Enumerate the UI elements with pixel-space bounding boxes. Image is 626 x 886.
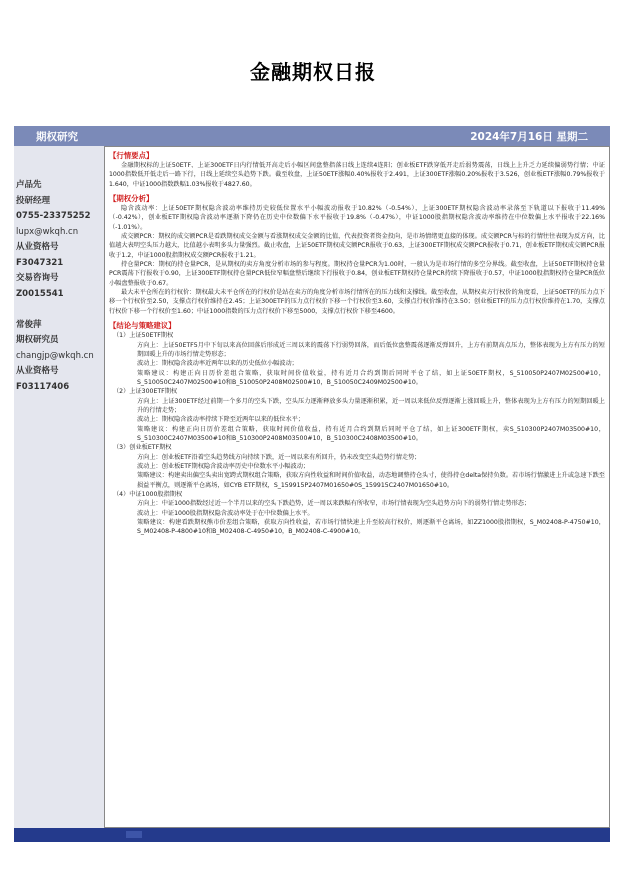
contact-line: changjp@wkqh.cn xyxy=(16,350,94,361)
footer-marker xyxy=(126,831,142,838)
subsection-title: （1）上证50ETF期权 xyxy=(113,332,174,340)
page-title: 金融期权日报 xyxy=(250,60,376,84)
report-category: 期权研究 xyxy=(36,131,78,143)
contact-line: F03117406 xyxy=(16,381,70,392)
paragraph: 波动上：期权隐含波动率近两年以来的历史低位小幅波动； xyxy=(137,360,298,368)
subsection-title: （4）中证1000股指期权 xyxy=(113,491,183,498)
report-banner xyxy=(14,126,610,146)
contact-line: 常俊萍 xyxy=(16,319,42,330)
paragraph: 策略建议：构建正向日历价差组合策略，获取时间价值收益，持有近月合约到期后同时平仓了结，如上证50ETF期权，S_510050P2407M02500#10，S_510050C2407M02500#10和B_510050P2408M02500#10，B_510050C2409M02500#10。 xyxy=(137,369,605,386)
footer-bar xyxy=(14,828,610,842)
paragraph: 方向上：上证50ETF5月中下旬以来高位回落后形成近三周以来的震荡下行弱势回落，而后低位盘整震荡逐渐反弹回升，上方有前期高点压力，整体表现为上方有压力的短期回暖上升的市场行情走势形态； xyxy=(137,341,605,358)
section-heading: 【结论与策略建议】 xyxy=(109,321,176,331)
contact-line: lupx@wkqh.cn xyxy=(16,226,79,237)
subsection-title: （2）上证300ETF期权 xyxy=(113,388,178,396)
contact-line: 期权研究员 xyxy=(16,335,59,345)
contact-line: Z0015541 xyxy=(16,288,64,299)
contact-line xyxy=(16,302,104,318)
paragraph: 方向上：上证300ETF经过前期一个多月的空头下跌，空头压力逐渐释放多头力量逐渐积累，近一周以来低位反弹逐渐上涨回暖上升，整体表现为上方有压力的短期回暖上升的行情走势； xyxy=(137,397,605,414)
subsection-title: （3）创业板ETF期权 xyxy=(113,444,172,452)
paragraph: 策略建议：构建卖出偏空头卖出宽跨式期权组合策略，获取方向性收益和时间价值收益，动态地调整持仓头寸，使得持仓delta保持负数。若市场行情激进上升或急速下跌至损益平衡点，则逐渐平仓离场，如CYB ETF期权，S_159915P2407M01650#0S_159915C2407M01650#10。 xyxy=(137,472,605,489)
report-date: 2024年7月16日 星期二 xyxy=(470,131,588,143)
paragraph: 持仓量PCR：期权的持仓量PCR，是从期权的卖方角度分析市场的参与程度。期权持仓量PCR为1.00时，一般认为是市场行情的多空分界线。截至收盘，上证50ETF期权持仓量PCR震荡下行报收于0.90，上证300ETF期权持仓量PCR低位窄幅盘整后继续下行报收于0.84，创业板ETF期权持仓量PCR持续下降报收于0.57，中证1000股指期权持仓量PCR低位小幅盘整报收于0.67。 xyxy=(109,261,605,287)
paragraph: 隐含波动率：上证50ETF期权隐含波动率维持历史较低位置水平小幅波动报收于10.82%（-0.54%），上证300ETF期权隐含波动率录落至下轨道以下报收于11.49%（-0.42%），创业板ETF期权隐含波动率逐渐下降仍在历史中位数偏下水平报收于19.8%（-0.47%），中证1000股指期权隐含波动率维持在中位数偏上水平报收于22.16%（-1.01%）。 xyxy=(109,205,605,231)
section-heading: 【行情要点】 xyxy=(109,151,154,160)
paragraph: 方向上：中证1000指数经过近一个半月以来的空头下跌趋势，近一周以来跌幅有所收窄，市场行情表现为空头趋势方向下的弱势行情走势形态； xyxy=(137,500,531,508)
paragraph: 波动上：中证1000股指期权隐含波动率处于在中位数偏上水平。 xyxy=(137,509,314,517)
contact-line: 从业资格号 xyxy=(16,242,59,252)
paragraph: 方向上：创业板ETF沿着空头趋势线方向持续下跌，近一周以来有所回升，仍未改变空头趋势行情走势； xyxy=(137,453,421,461)
paragraph: 波动上：期权隐含波动率持续下降至近两年以来的低位水平； xyxy=(137,416,305,424)
contact-line: 投研经理 xyxy=(16,195,51,206)
paragraph: 策略建议：构建看跌期权熊市价差组合策略，获取方向性收益，若市场行情快速上升至较高行权价，则逐渐平仓离场，如ZZ1000股指期权，S_M02408-P-4750#10，S_M02408-P-4800#10和B_M02408-C-4950#10，B_M02408-C-4900#10。 xyxy=(137,519,605,536)
paragraph: 波动上：创业板ETF期权隐含波动率历史中位数水平小幅波动； xyxy=(137,462,310,470)
analyst-contacts xyxy=(16,178,104,395)
report-body xyxy=(104,146,610,828)
contact-line: 卢品先 xyxy=(16,180,42,190)
section-heading: 【期权分析】 xyxy=(109,194,154,204)
paragraph: 金融期权标的上证50ETF、上证300ETF日内行情低开高走后小幅区间盘整指落日线上连续4连阳；创业板ETF跌穿低开走后弱势震荡，日线上上升乏力延续偏弱势行情；中证1000指数低开低走后一路下行，日线上延续空头趋势下跌。截至收盘，上证50ETF涨幅0.40%报收于2.491，上证300ETF涨幅0.20%报收于3.526，创业板ETF涨幅0.79%报收于1.640，中证1000指数跌幅1.03%报收于4827.60。 xyxy=(109,162,605,188)
contact-line: 交易咨询号 xyxy=(16,273,59,283)
contact-line: 0755-23375252 xyxy=(16,211,91,221)
contact-line: F3047321 xyxy=(16,257,64,268)
paragraph: 成交额PCR：期权的成交额PCR是看跌期权成交金额与看涨期权成交金额的比值，代表投资者资金投向，是市场情绪更直接的体现。成交额PCR与标的行情往往表现为反方向，比值越大表明空头压力越大，比值越小表明多头力量强烈。截止收盘，上证50ETF期权成交额PCR报收于0.63，上证300ETF期权成交额PCR报收于0.71，创业板ETF期权成交额PCR报收于1.2，中证1000股指期权成交额PCR报收于1.21。 xyxy=(109,233,605,259)
contact-line: 从业资格号 xyxy=(16,366,59,376)
paragraph: 策略建议：构建正向日历价差组合策略，获取时间价值收益，持有近月合约到期后同时平仓了结，如上证300ETF期权，卖S_510300P2407M03500#10，S_510300C2407M03500#10和B_510300P2408M03500#10，B_510300C2408M03500#10。 xyxy=(137,425,605,442)
paragraph: 最大未平仓所在的行权价：期权最大未平仓所在的行权价是站在卖方的角度分析市场行情所在的压力线和支撑线。截至收盘，从期权卖方行权价的角度看，上证50ETF的压力点下移一个行权价至2.50，支撑点行权价维持在2.45；上证300ETF的压力点行权价下移一个行权价至3.60，支撑点行权价维持在3.50；创业板ETF的压力点行权价维持在1.70，支撑点行权价下移一个行权价至1.60；中证1000指数的压力点行权价下移至5000，支撑点行权价下移至4600。 xyxy=(109,289,605,315)
